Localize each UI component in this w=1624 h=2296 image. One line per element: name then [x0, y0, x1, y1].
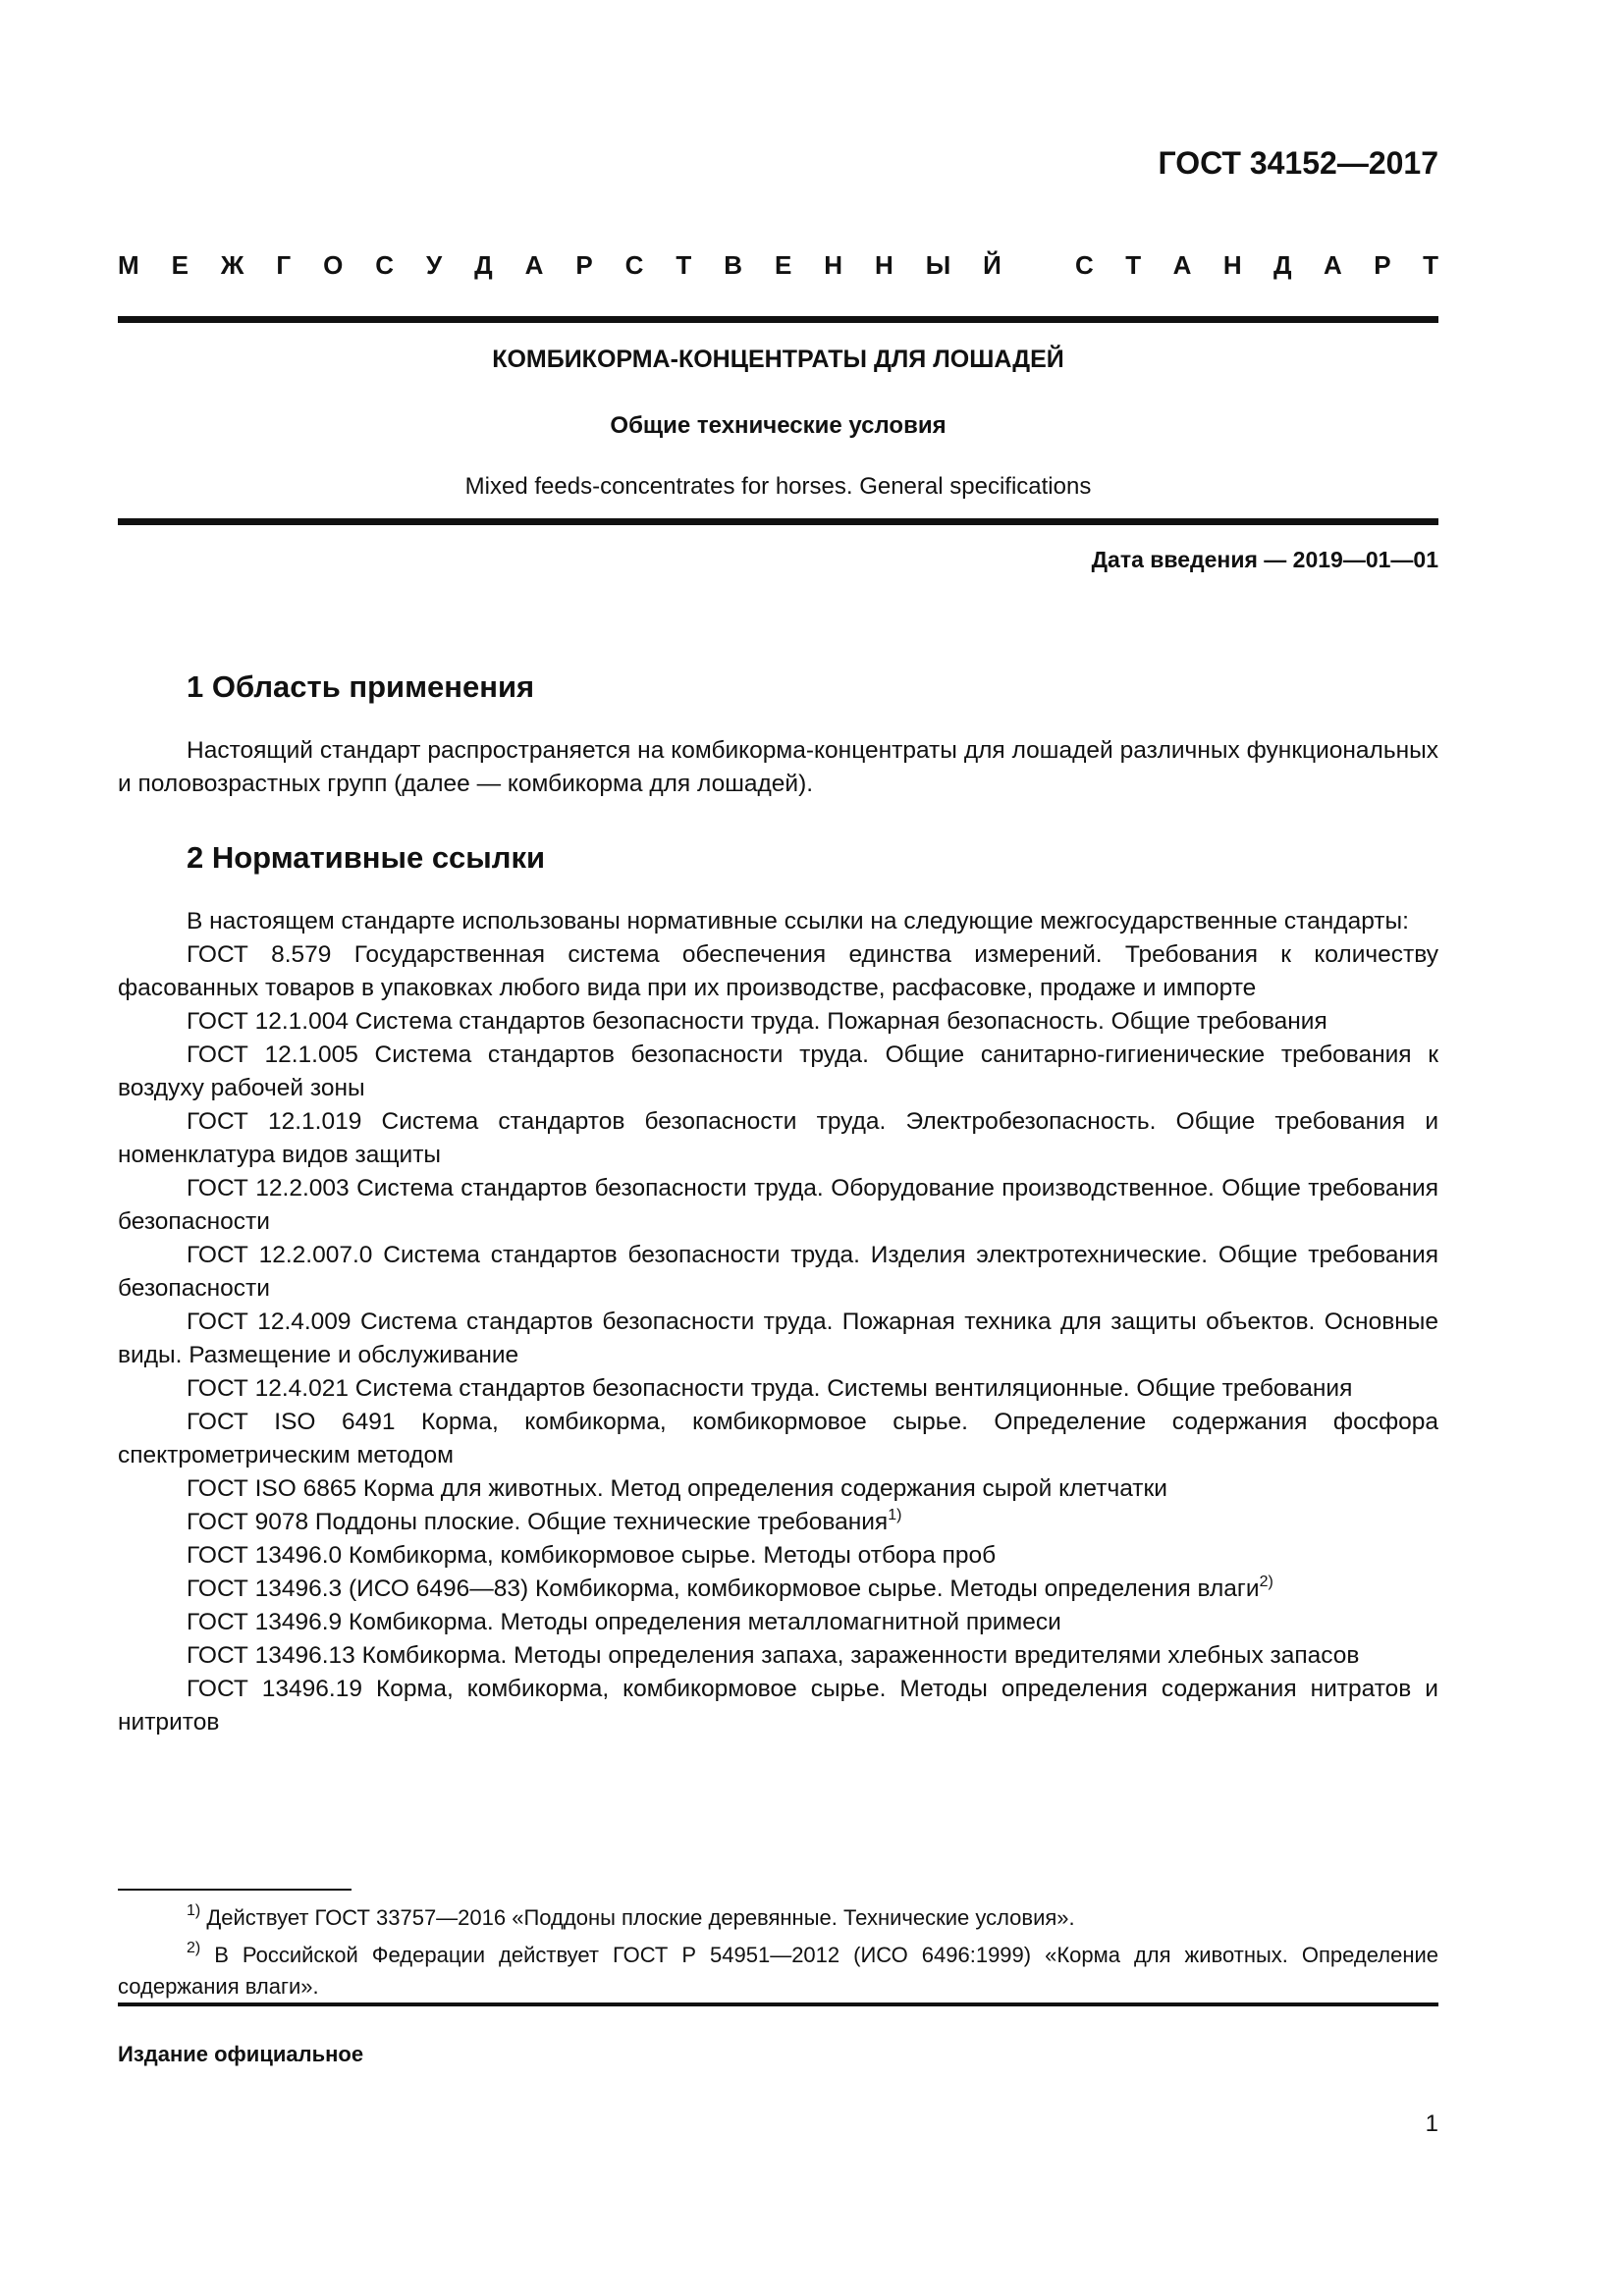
document-title: КОМБИКОРМА-КОНЦЕНТРАТЫ ДЛЯ ЛОШАДЕЙ — [492, 346, 1064, 373]
banner-letter: В — [724, 250, 743, 280]
reference-item — [118, 1639, 1438, 1673]
banner-letter: А — [1172, 250, 1192, 280]
section-2-heading: 2 Нормативные ссылки — [187, 840, 546, 875]
footnote — [118, 1902, 1438, 1934]
reference-text: ГОСТ 12.2.007.0 Система стандартов безопасности труда. Изделия электротехнические. Общие требования безопасности — [118, 1242, 1438, 1302]
footnote-mark: 2) — [187, 1940, 201, 1956]
footnotes — [118, 1902, 1438, 2008]
section-1-body — [118, 734, 1438, 801]
reference-item — [118, 1406, 1438, 1472]
banner-letter: Н — [875, 250, 893, 280]
reference-text: ГОСТ 12.1.004 Система стандартов безопасности труда. Пожарная безопасность. Общие требования — [187, 1008, 1327, 1035]
english-title: Mixed feeds-concentrates for horses. General specifications — [464, 473, 1092, 500]
reference-item — [118, 905, 1438, 938]
section-2-body — [118, 905, 1438, 1739]
banner-letter: Д — [1273, 250, 1292, 280]
reference-text: ГОСТ 12.4.021 Система стандартов безопасности труда. Системы вентиляционные. Общие требования — [187, 1375, 1353, 1402]
interstate-standard-banner — [118, 250, 1438, 281]
banner-letter: О — [323, 250, 344, 280]
introduction-date: Дата введения — 2019—01—01 — [1091, 547, 1438, 572]
interstate-word — [118, 250, 1001, 281]
reference-item — [118, 1472, 1438, 1506]
banner-letter: Ы — [925, 250, 951, 280]
reference-item — [118, 1306, 1438, 1372]
reference-text: ГОСТ 13496.19 Корма, комбикорма, комбикормовое сырье. Методы определения содержания нитратов и нитритов — [118, 1676, 1438, 1735]
banner-letter: А — [524, 250, 544, 280]
reference-item — [118, 1039, 1438, 1105]
banner-letter: Е — [171, 250, 189, 280]
banner-letter: Д — [474, 250, 493, 280]
reference-item — [118, 1606, 1438, 1639]
reference-item — [118, 1005, 1438, 1039]
footnote-mark: 1) — [187, 1902, 201, 1919]
document-subtitle: Общие технические условия — [610, 412, 947, 439]
reference-item — [118, 1539, 1438, 1573]
reference-text: В настоящем стандарте использованы нормативные ссылки на следующие межгосударственные стандарты: — [187, 908, 1409, 934]
reference-text: ГОСТ 12.2.003 Система стандартов безопасности труда. Оборудование производственное. Общие требования безопасности — [118, 1175, 1438, 1235]
reference-text: ГОСТ 13496.3 (ИСО 6496—83) Комбикорма, комбикормовое сырье. Методы определения влаги — [187, 1575, 1260, 1602]
standard-word — [1075, 250, 1438, 281]
reference-item — [118, 1506, 1438, 1539]
page-number: 1 — [1425, 2110, 1438, 2137]
reference-item — [118, 1172, 1438, 1239]
banner-letter: Т — [1423, 250, 1438, 280]
footnote-marker: 1) — [888, 1507, 902, 1523]
reference-text: ГОСТ 13496.13 Комбикорма. Методы определения запаха, зараженности вредителями хлебных запасов — [187, 1642, 1360, 1669]
reference-text: ГОСТ ISO 6491 Корма, комбикорма, комбикормовое сырье. Определение содержания фосфора спектрометрическим методом — [118, 1409, 1438, 1468]
banner-letter: С — [1075, 250, 1094, 280]
reference-text: ГОСТ 12.1.005 Система стандартов безопасности труда. Общие санитарно-гигиенические требования к воздуху рабочей зоны — [118, 1041, 1438, 1101]
banner-letter: А — [1324, 250, 1342, 280]
banner-letter: М — [118, 250, 139, 280]
banner-letter: У — [426, 250, 443, 280]
banner-letter: Р — [575, 250, 593, 280]
reference-text: ГОСТ 12.1.019 Система стандартов безопасности труда. Электробезопасность. Общие требования и номенклатура видов защиты — [118, 1108, 1438, 1168]
reference-item — [118, 1372, 1438, 1406]
banner-letter: Й — [983, 250, 1001, 280]
reference-item — [118, 1673, 1438, 1739]
banner-letter: Ж — [220, 250, 244, 280]
reference-text: ГОСТ ISO 6865 Корма для животных. Метод определения содержания сырой клетчатки — [187, 1475, 1167, 1502]
reference-item — [118, 1105, 1438, 1172]
footer-rule — [118, 2002, 1438, 2006]
banner-letter: Т — [676, 250, 692, 280]
footnote-marker: 2) — [1259, 1574, 1273, 1590]
footnote — [118, 1940, 1438, 2002]
edition-label: Издание официальное — [118, 2042, 364, 2066]
banner-letter: С — [624, 250, 644, 280]
paragraph: Настоящий стандарт распространяется на комбикорма-концентраты для лошадей различных функциональных и половозрастных групп (далее — комбикорма для лошадей). — [118, 737, 1438, 797]
reference-text: ГОСТ 12.4.009 Система стандартов безопасности труда. Пожарная техника для защиты объектов. Основные виды. Размещение и обслуживание — [118, 1308, 1438, 1368]
reference-text: ГОСТ 13496.0 Комбикорма, комбикормовое сырье. Методы отбора проб — [187, 1542, 997, 1569]
reference-item — [118, 938, 1438, 1005]
banner-letter: Р — [1374, 250, 1391, 280]
banner-letter: С — [375, 250, 395, 280]
standard-number: ГОСТ 34152—2017 — [1158, 145, 1438, 181]
banner-letter: Н — [824, 250, 843, 280]
banner-letter: Г — [276, 250, 292, 280]
reference-text: ГОСТ 9078 Поддоны плоские. Общие технические требования — [187, 1509, 889, 1535]
section-1-heading: 1 Область применения — [187, 669, 535, 704]
reference-text: ГОСТ 8.579 Государственная система обеспечения единства измерений. Требования к количеству фасованных товаров в упаковках любого вида при их производстве, расфасовке, продаже и импорте — [118, 941, 1438, 1001]
banner-letter: Е — [774, 250, 792, 280]
footnote-text: Действует ГОСТ 33757—2016 «Поддоны плоские деревянные. Технические условия». — [206, 1905, 1075, 1930]
banner-letter: Н — [1222, 250, 1242, 280]
title-rule — [118, 518, 1438, 525]
header-rule — [118, 316, 1438, 323]
reference-text: ГОСТ 13496.9 Комбикорма. Методы определения металломагнитной примеси — [187, 1609, 1061, 1635]
banner-letter: Т — [1125, 250, 1142, 280]
reference-item — [118, 1239, 1438, 1306]
reference-item — [118, 1573, 1438, 1606]
footnote-text: В Российской Федерации действует ГОСТ Р 54951—2012 (ИСО 6496:1999) «Корма для животных. Определение содержания влаги». — [118, 1943, 1438, 1999]
footnote-separator — [118, 1889, 352, 1891]
